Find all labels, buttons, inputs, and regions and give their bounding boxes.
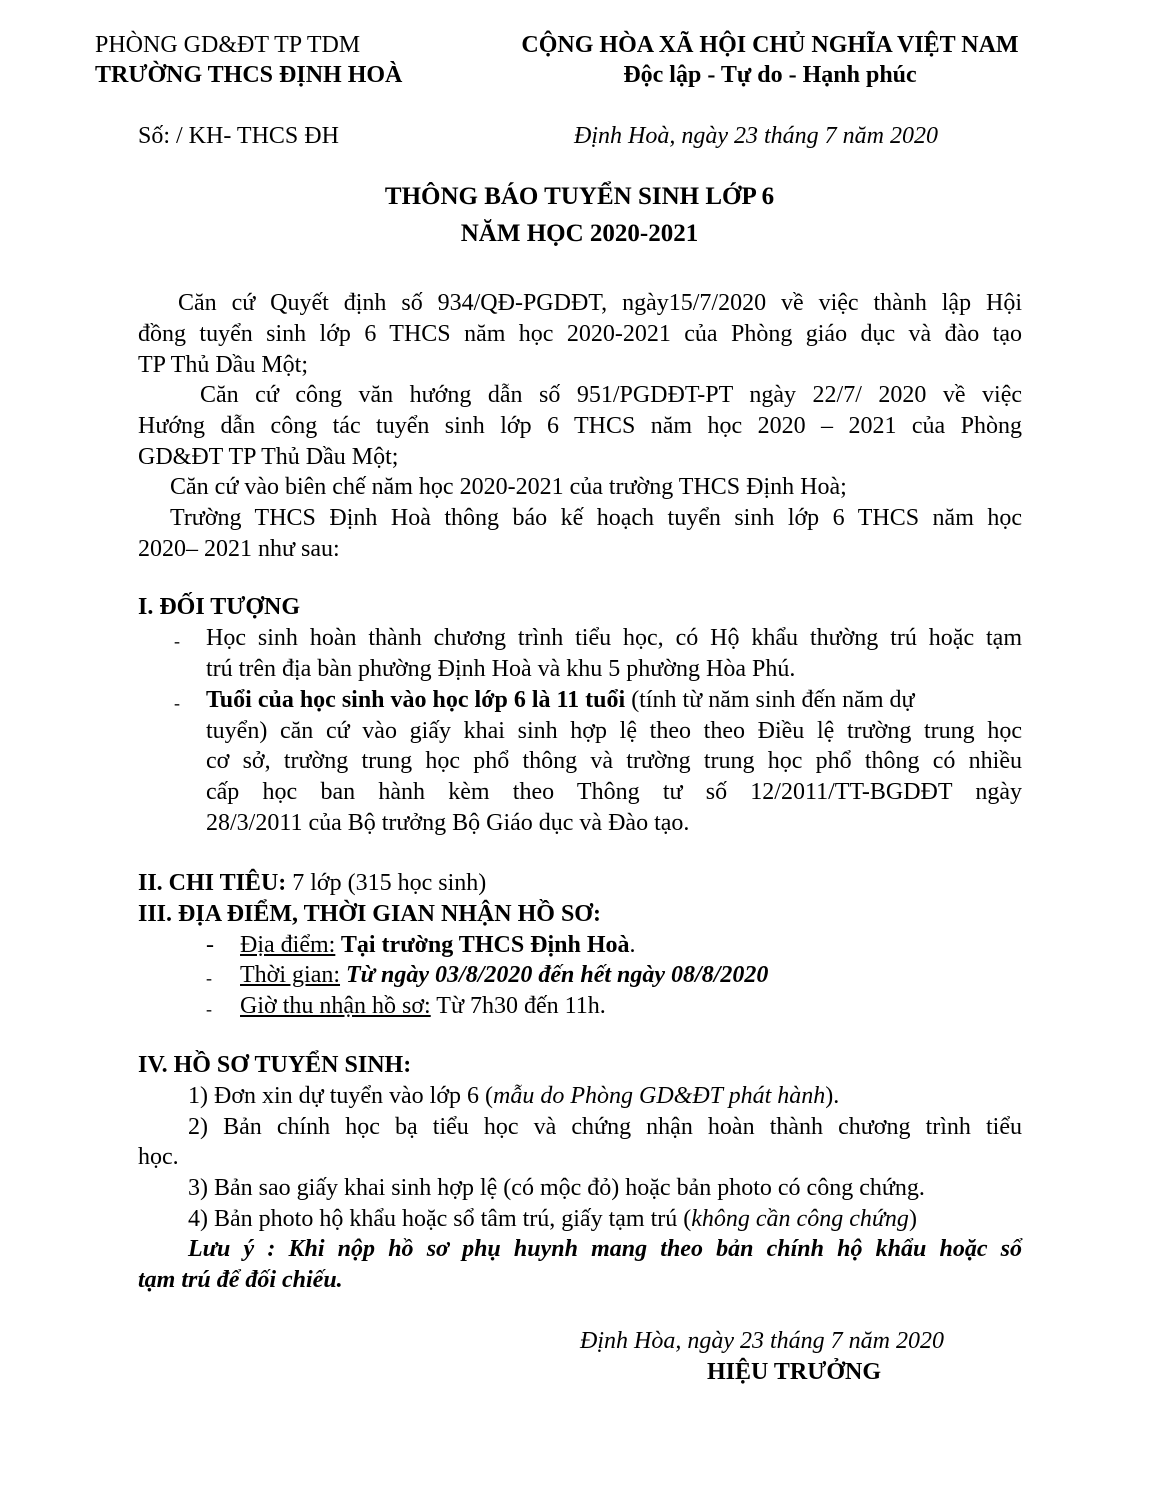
preamble-line: TP Thủ Dầu Một; (138, 352, 309, 378)
location-value: Tại trường THCS Định Hoà (335, 932, 630, 958)
quota-line (138, 868, 486, 898)
time-line (240, 960, 768, 990)
list-item-text: 1) Đơn xin dự tuyển vào lớp 6 ( (188, 1083, 494, 1109)
section-heading: IV. HỒ SƠ TUYỂN SINH: (138, 1052, 412, 1078)
list-item (188, 1204, 917, 1234)
signature-title: HIỆU TRƯỞNG (707, 1359, 882, 1385)
list-item-text: ) (908, 1206, 917, 1232)
list-item-text: 4) Bản photo hộ khẩu hoặc sổ tâm trú, giấy tạm trú ( (188, 1206, 692, 1232)
section-heading: II. CHI TIÊU: (138, 870, 287, 896)
list-item: cơ sở, trường trung học phổ thông và trường trung học phổ thông có nhiều (206, 748, 1022, 774)
doc-number: Số: / KH- THCS ĐH (138, 123, 339, 149)
preamble-line: Căn cứ Quyết định số 934/QĐ-PGDĐT, ngày15/7/2020 về việc thành lập Hội (178, 290, 1022, 316)
list-item-italic: không cần công chứng (691, 1206, 909, 1232)
list-item: cấp học ban hành kèm theo Thông tư số 12/2011/TT-BGDĐT ngày (206, 779, 1022, 805)
hours-label: Giờ thu nhận hồ sơ: (240, 993, 431, 1019)
bullet-dash: - (206, 999, 212, 1019)
preamble-line: Căn cứ vào biên chế năm học 2020-2021 của trường THCS Định Hoà; (170, 474, 847, 500)
preamble-line: đồng tuyển sinh lớp 6 THCS năm học 2020-2021 của Phòng giáo dục và đào tạo (138, 321, 1022, 347)
place-date: Định Hoà, ngày 23 tháng 7 năm 2020 (574, 123, 938, 149)
header-school: TRƯỜNG THCS ĐỊNH HOÀ (95, 62, 403, 88)
preamble-line: 2020– 2021 như sau: (138, 536, 340, 562)
doc-title: THÔNG BÁO TUYỂN SINH LỚP 6 (384, 183, 775, 210)
list-item: tuyển) căn cứ vào giấy khai sinh hợp lệ theo theo Điều lệ trường trung học (206, 718, 1022, 744)
list-item-text: ). (825, 1083, 840, 1109)
time-label: Thời gian: (240, 962, 341, 988)
header-dept: PHÒNG GD&ĐT TP TDM (95, 32, 361, 58)
header-motto: Độc lập - Tự do - Hạnh phúc (623, 62, 917, 88)
bullet-dash: - (174, 693, 180, 713)
list-item-text: (tính từ năm sinh đến năm dự (625, 687, 915, 713)
bullet-dash: - (206, 968, 212, 988)
hours-line (240, 991, 606, 1021)
note-line: tạm trú để đối chiếu. (138, 1267, 343, 1293)
list-item: 3) Bản sao giấy khai sinh hợp lệ (có mộc đỏ) hoặc bản photo có công chứng. (188, 1175, 925, 1201)
header-country: CỘNG HÒA XÃ HỘI CHỦ NGHĨA VIỆT NAM (521, 32, 1019, 58)
location-label: Địa điểm: (240, 932, 336, 958)
preamble-line: Hướng dẫn công tác tuyển sinh lớp 6 THCS năm học 2020 – 2021 của Phòng (138, 413, 1022, 439)
list-item: Học sinh hoàn thành chương trình tiểu học, có Hộ khẩu thường trú hoặc tạm (206, 625, 1022, 651)
bullet-dash: - (206, 932, 214, 958)
location-end: . (629, 932, 636, 958)
note-line: Lưu ý : Khi nộp hồ sơ phụ huynh mang theo bản chính hộ khẩu hoặc sổ (188, 1236, 1022, 1262)
preamble-line: GD&ĐT TP Thủ Dầu Một; (138, 444, 399, 470)
section-heading: III. ĐỊA ĐIỂM, THỜI GIAN NHẬN HỒ SƠ: (138, 901, 601, 927)
age-requirement: Tuổi của học sinh vào học lớp 6 là 11 tuổi (206, 687, 626, 713)
list-item: 2) Bản chính học bạ tiểu học và chứng nhận hoàn thành chương trình tiểu (188, 1114, 1022, 1140)
list-item-italic: mẫu do Phòng GD&ĐT phát hành (493, 1083, 826, 1109)
list-item: học. (138, 1144, 179, 1170)
preamble-line: Căn cứ công văn hướng dẫn số 951/PGDĐT-PT ngày 22/7/ 2020 về việc (200, 382, 1022, 408)
list-item (206, 685, 915, 715)
preamble-line: Trường THCS Định Hoà thông báo kế hoạch tuyển sinh lớp 6 THCS năm học (170, 505, 1022, 531)
doc-title-year: NĂM HỌC 2020-2021 (460, 220, 699, 247)
section-heading: I. ĐỐI TƯỢNG (138, 594, 301, 620)
location-line (240, 930, 636, 960)
hours-value: Từ 7h30 đến 11h. (430, 993, 606, 1019)
time-value: Từ ngày 03/8/2020 đến hết ngày 08/8/2020 (340, 962, 769, 988)
list-item (188, 1081, 839, 1111)
signature-place-date: Định Hòa, ngày 23 tháng 7 năm 2020 (580, 1328, 944, 1354)
quota-value: 7 lớp (315 học sinh) (286, 870, 487, 896)
list-item: 28/3/2011 của Bộ trưởng Bộ Giáo dục và Đào tạo. (206, 810, 690, 836)
bullet-dash: - (174, 631, 180, 651)
list-item: trú trên địa bàn phường Định Hoà và khu 5 phường Hòa Phú. (206, 656, 796, 682)
